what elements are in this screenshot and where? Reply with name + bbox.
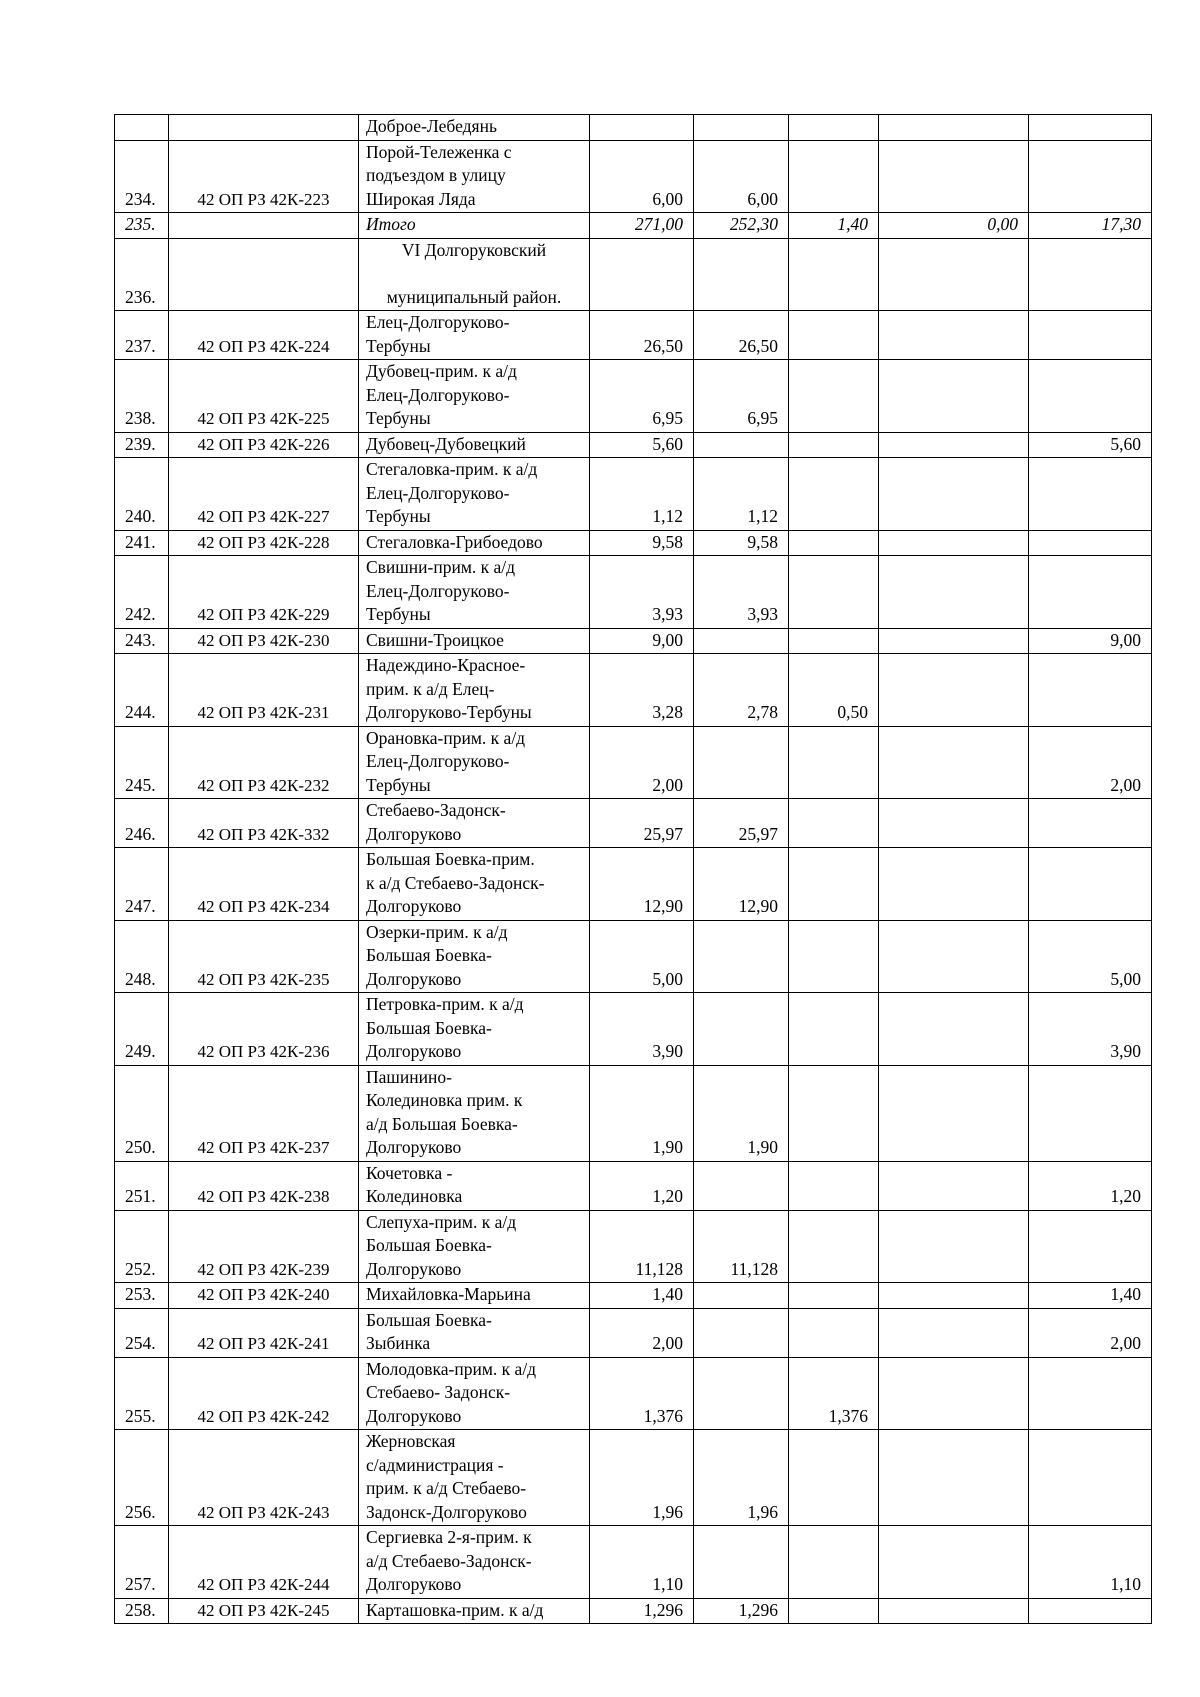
table-row — [115, 993, 1152, 1066]
length-col6-cell: 1,40 — [789, 213, 879, 239]
table-row — [115, 726, 1152, 799]
road-name-cell: Жерновская с/администрация - прим. к а/д Стебаево- Задонск-Долгоруково — [359, 1430, 590, 1526]
road-name-cell: Надеждино-Красное- прим. к а/д Елец- Долгоруково-Тербуны — [359, 654, 590, 727]
length-col5-cell: 9,58 — [694, 530, 789, 556]
length-col5-cell — [694, 920, 789, 993]
table-row — [115, 432, 1152, 458]
row-number-cell: 252. — [115, 1210, 169, 1283]
road-code-cell: 42 ОП РЗ 42К-235 — [169, 920, 359, 993]
road-name-cell: Доброе-Лебедянь — [359, 115, 590, 141]
row-number-cell — [115, 115, 169, 141]
table-row — [115, 1283, 1152, 1309]
row-number-cell: 250. — [115, 1065, 169, 1161]
length-col6-cell — [789, 799, 879, 848]
length-col7-cell — [879, 848, 1029, 921]
table-row — [115, 799, 1152, 848]
row-number-cell: 236. — [115, 238, 169, 311]
row-number-cell: 248. — [115, 920, 169, 993]
road-name-cell: Петровка-прим. к а/д Большая Боевка- Долгоруково — [359, 993, 590, 1066]
table-row — [115, 115, 1152, 141]
length-col8-cell — [1029, 238, 1152, 311]
road-name-cell: Дубовец-Дубовецкий — [359, 432, 590, 458]
length-col8-cell: 1,10 — [1029, 1526, 1152, 1599]
length-col5-cell: 252,30 — [694, 213, 789, 239]
table-row — [115, 238, 1152, 311]
road-code-cell: 42 ОП РЗ 42К-234 — [169, 848, 359, 921]
length-col6-cell — [789, 993, 879, 1066]
length-col5-cell — [694, 993, 789, 1066]
length-col5-cell — [694, 432, 789, 458]
table-row — [115, 628, 1152, 654]
length-col7-cell — [879, 1161, 1029, 1210]
length-col7-cell — [879, 628, 1029, 654]
road-name-cell: Слепуха-прим. к а/д Большая Боевка- Долгоруково — [359, 1210, 590, 1283]
row-number-cell: 239. — [115, 432, 169, 458]
length-total-cell: 2,00 — [590, 1308, 694, 1357]
road-code-cell: 42 ОП РЗ 42К-237 — [169, 1065, 359, 1161]
road-code-cell: 42 ОП РЗ 42К-231 — [169, 654, 359, 727]
road-name-cell: Свишни-прим. к а/д Елец-Долгоруково- Тербуны — [359, 556, 590, 629]
road-code-cell: 42 ОП РЗ 42К-236 — [169, 993, 359, 1066]
length-col7-cell — [879, 1430, 1029, 1526]
length-col8-cell — [1029, 140, 1152, 213]
table-row — [115, 1430, 1152, 1526]
length-col7-cell — [879, 1357, 1029, 1430]
length-col5-cell — [694, 238, 789, 311]
road-code-cell: 42 ОП РЗ 42К-332 — [169, 799, 359, 848]
length-col8-cell: 2,00 — [1029, 1308, 1152, 1357]
length-total-cell: 1,12 — [590, 458, 694, 531]
road-name-cell: Молодовка-прим. к а/д Стебаево- Задонск- Долгоруково — [359, 1357, 590, 1430]
length-col8-cell — [1029, 1430, 1152, 1526]
row-number-cell: 241. — [115, 530, 169, 556]
table-row — [115, 1598, 1152, 1624]
length-col8-cell — [1029, 799, 1152, 848]
table-row — [115, 213, 1152, 239]
length-col7-cell — [879, 1210, 1029, 1283]
row-number-cell: 240. — [115, 458, 169, 531]
length-col6-cell — [789, 1283, 879, 1309]
length-col5-cell — [694, 115, 789, 141]
length-col5-cell — [694, 1526, 789, 1599]
length-total-cell: 6,95 — [590, 360, 694, 433]
length-col8-cell — [1029, 556, 1152, 629]
road-name-cell: Порой-Тележенка с подъездом в улицу Широкая Ляда — [359, 140, 590, 213]
road-code-cell: 42 ОП РЗ 42К-225 — [169, 360, 359, 433]
length-col8-cell: 9,00 — [1029, 628, 1152, 654]
row-number-cell: 251. — [115, 1161, 169, 1210]
road-code-cell: 42 ОП РЗ 42К-244 — [169, 1526, 359, 1599]
row-number-cell: 253. — [115, 1283, 169, 1309]
length-total-cell — [590, 238, 694, 311]
table-row — [115, 848, 1152, 921]
length-col5-cell: 3,93 — [694, 556, 789, 629]
length-col5-cell: 6,95 — [694, 360, 789, 433]
length-col5-cell — [694, 726, 789, 799]
length-col8-cell — [1029, 1598, 1152, 1624]
road-code-cell: 42 ОП РЗ 42К-243 — [169, 1430, 359, 1526]
row-number-cell: 234. — [115, 140, 169, 213]
length-col8-cell — [1029, 458, 1152, 531]
length-col8-cell — [1029, 654, 1152, 727]
road-name-cell: Дубовец-прим. к а/д Елец-Долгоруково- Тербуны — [359, 360, 590, 433]
road-code-cell: 42 ОП РЗ 42К-239 — [169, 1210, 359, 1283]
length-col7-cell — [879, 799, 1029, 848]
row-number-cell: 245. — [115, 726, 169, 799]
length-total-cell: 1,96 — [590, 1430, 694, 1526]
length-col6-cell — [789, 556, 879, 629]
length-col6-cell — [789, 848, 879, 921]
road-code-cell: 42 ОП РЗ 42К-228 — [169, 530, 359, 556]
length-col5-cell — [694, 1283, 789, 1309]
length-total-cell: 3,93 — [590, 556, 694, 629]
row-number-cell: 242. — [115, 556, 169, 629]
length-col6-cell — [789, 530, 879, 556]
length-total-cell: 1,376 — [590, 1357, 694, 1430]
length-col7-cell — [879, 726, 1029, 799]
length-col6-cell: 0,50 — [789, 654, 879, 727]
length-total-cell: 5,60 — [590, 432, 694, 458]
length-col8-cell — [1029, 1357, 1152, 1430]
road-code-cell: 42 ОП РЗ 42К-245 — [169, 1598, 359, 1624]
road-code-cell: 42 ОП РЗ 42К-238 — [169, 1161, 359, 1210]
length-col7-cell — [879, 140, 1029, 213]
length-col5-cell: 26,50 — [694, 311, 789, 360]
road-name-cell: Большая Боевка-прим. к а/д Стебаево-Задонск- Долгоруково — [359, 848, 590, 921]
table-row — [115, 1161, 1152, 1210]
length-col7-cell — [879, 920, 1029, 993]
length-total-cell: 11,128 — [590, 1210, 694, 1283]
length-total-cell: 3,28 — [590, 654, 694, 727]
table-row — [115, 1210, 1152, 1283]
length-col7-cell — [879, 1065, 1029, 1161]
length-col8-cell — [1029, 1065, 1152, 1161]
road-code-cell — [169, 238, 359, 311]
road-name-cell: Елец-Долгоруково- Тербуны — [359, 311, 590, 360]
road-name-cell: VI Долгоруковский муниципальный район. — [359, 238, 590, 311]
length-total-cell: 9,00 — [590, 628, 694, 654]
length-col6-cell — [789, 726, 879, 799]
length-total-cell: 5,00 — [590, 920, 694, 993]
road-name-cell: Свишни-Троицкое — [359, 628, 590, 654]
table-row — [115, 311, 1152, 360]
length-col6-cell — [789, 1598, 879, 1624]
length-col7-cell — [879, 360, 1029, 433]
length-col6-cell — [789, 1065, 879, 1161]
length-col6-cell — [789, 628, 879, 654]
road-name-cell: Стебаево-Задонск- Долгоруково — [359, 799, 590, 848]
length-col5-cell: 6,00 — [694, 140, 789, 213]
road-name-cell: Стегаловка-Грибоедово — [359, 530, 590, 556]
length-total-cell: 9,58 — [590, 530, 694, 556]
length-col5-cell: 1,90 — [694, 1065, 789, 1161]
row-number-cell: 254. — [115, 1308, 169, 1357]
row-number-cell: 258. — [115, 1598, 169, 1624]
length-col5-cell: 1,96 — [694, 1430, 789, 1526]
road-name-cell: Пашинино- Колединовка прим. к а/д Большая Боевка- Долгоруково — [359, 1065, 590, 1161]
table-row — [115, 530, 1152, 556]
length-col7-cell — [879, 458, 1029, 531]
length-col6-cell — [789, 458, 879, 531]
length-col7-cell — [879, 432, 1029, 458]
length-col7-cell — [879, 115, 1029, 141]
road-name-cell: Итого — [359, 213, 590, 239]
road-name-cell: Стегаловка-прим. к а/д Елец-Долгоруково- Тербуны — [359, 458, 590, 531]
road-code-cell: 42 ОП РЗ 42К-224 — [169, 311, 359, 360]
length-total-cell: 1,296 — [590, 1598, 694, 1624]
road-name-cell: Озерки-прим. к а/д Большая Боевка- Долгоруково — [359, 920, 590, 993]
length-col5-cell: 1,12 — [694, 458, 789, 531]
length-col6-cell — [789, 1526, 879, 1599]
row-number-cell: 256. — [115, 1430, 169, 1526]
length-col7-cell — [879, 1526, 1029, 1599]
length-col7-cell — [879, 1598, 1029, 1624]
length-total-cell: 25,97 — [590, 799, 694, 848]
row-number-cell: 249. — [115, 993, 169, 1066]
length-col6-cell — [789, 432, 879, 458]
length-col5-cell: 25,97 — [694, 799, 789, 848]
road-name-cell: Сергиевка 2-я-прим. к а/д Стебаево-Задонск- Долгоруково — [359, 1526, 590, 1599]
table-row — [115, 654, 1152, 727]
road-code-cell — [169, 115, 359, 141]
road-code-cell: 42 ОП РЗ 42К-229 — [169, 556, 359, 629]
length-total-cell: 1,90 — [590, 1065, 694, 1161]
length-col6-cell — [789, 360, 879, 433]
length-col7-cell — [879, 530, 1029, 556]
row-number-cell: 247. — [115, 848, 169, 921]
length-col8-cell: 1,40 — [1029, 1283, 1152, 1309]
road-register-sheet — [114, 114, 1152, 1624]
length-col5-cell: 12,90 — [694, 848, 789, 921]
length-col7-cell: 0,00 — [879, 213, 1029, 239]
table-row — [115, 556, 1152, 629]
length-total-cell: 3,90 — [590, 993, 694, 1066]
length-col7-cell — [879, 1308, 1029, 1357]
length-total-cell — [590, 115, 694, 141]
table-row — [115, 1065, 1152, 1161]
length-col5-cell — [694, 1161, 789, 1210]
length-total-cell: 6,00 — [590, 140, 694, 213]
road-name-cell: Карташовка-прим. к а/д — [359, 1598, 590, 1624]
length-total-cell: 26,50 — [590, 311, 694, 360]
road-code-cell: 42 ОП РЗ 42К-232 — [169, 726, 359, 799]
table-row — [115, 1526, 1152, 1599]
row-number-cell: 255. — [115, 1357, 169, 1430]
length-col7-cell — [879, 556, 1029, 629]
length-col5-cell — [694, 1357, 789, 1430]
road-code-cell: 42 ОП РЗ 42К-242 — [169, 1357, 359, 1430]
table-row — [115, 140, 1152, 213]
table-row — [115, 360, 1152, 433]
length-col8-cell: 1,20 — [1029, 1161, 1152, 1210]
length-col5-cell: 11,128 — [694, 1210, 789, 1283]
length-total-cell: 271,00 — [590, 213, 694, 239]
road-register-table — [114, 114, 1152, 1624]
length-col6-cell — [789, 140, 879, 213]
length-col5-cell: 1,296 — [694, 1598, 789, 1624]
length-col8-cell: 3,90 — [1029, 993, 1152, 1066]
road-code-cell: 42 ОП РЗ 42К-226 — [169, 432, 359, 458]
length-col6-cell — [789, 1430, 879, 1526]
length-col7-cell — [879, 311, 1029, 360]
length-col6-cell — [789, 1210, 879, 1283]
length-col6-cell: 1,376 — [789, 1357, 879, 1430]
length-col8-cell — [1029, 115, 1152, 141]
length-col7-cell — [879, 993, 1029, 1066]
length-col8-cell — [1029, 848, 1152, 921]
road-code-cell: 42 ОП РЗ 42К-241 — [169, 1308, 359, 1357]
table-row — [115, 458, 1152, 531]
length-total-cell: 12,90 — [590, 848, 694, 921]
length-total-cell: 2,00 — [590, 726, 694, 799]
row-number-cell: 244. — [115, 654, 169, 727]
table-row — [115, 1308, 1152, 1357]
length-col8-cell — [1029, 1210, 1152, 1283]
length-col6-cell — [789, 1161, 879, 1210]
road-name-cell: Кочетовка - Колединовка — [359, 1161, 590, 1210]
road-code-cell: 42 ОП РЗ 42К-223 — [169, 140, 359, 213]
length-col5-cell: 2,78 — [694, 654, 789, 727]
length-col8-cell: 2,00 — [1029, 726, 1152, 799]
length-col8-cell — [1029, 530, 1152, 556]
length-col6-cell — [789, 238, 879, 311]
table-row — [115, 1357, 1152, 1430]
road-name-cell: Орановка-прим. к а/д Елец-Долгоруково- Тербуны — [359, 726, 590, 799]
length-col7-cell — [879, 654, 1029, 727]
length-col8-cell: 5,60 — [1029, 432, 1152, 458]
row-number-cell: 243. — [115, 628, 169, 654]
length-col6-cell — [789, 115, 879, 141]
length-col8-cell: 5,00 — [1029, 920, 1152, 993]
length-total-cell: 1,40 — [590, 1283, 694, 1309]
length-col8-cell: 17,30 — [1029, 213, 1152, 239]
row-number-cell: 235. — [115, 213, 169, 239]
length-col8-cell — [1029, 311, 1152, 360]
length-col5-cell — [694, 1308, 789, 1357]
length-total-cell: 1,20 — [590, 1161, 694, 1210]
road-code-cell: 42 ОП РЗ 42К-227 — [169, 458, 359, 531]
length-col8-cell — [1029, 360, 1152, 433]
row-number-cell: 246. — [115, 799, 169, 848]
length-col5-cell — [694, 628, 789, 654]
length-col6-cell — [789, 1308, 879, 1357]
table-row — [115, 920, 1152, 993]
length-col6-cell — [789, 920, 879, 993]
road-name-cell: Михайловка-Марьина — [359, 1283, 590, 1309]
length-col7-cell — [879, 1283, 1029, 1309]
road-code-cell: 42 ОП РЗ 42К-230 — [169, 628, 359, 654]
road-code-cell: 42 ОП РЗ 42К-240 — [169, 1283, 359, 1309]
road-name-cell: Большая Боевка- Зыбинка — [359, 1308, 590, 1357]
row-number-cell: 257. — [115, 1526, 169, 1599]
length-total-cell: 1,10 — [590, 1526, 694, 1599]
road-code-cell — [169, 213, 359, 239]
length-col6-cell — [789, 311, 879, 360]
row-number-cell: 237. — [115, 311, 169, 360]
length-col7-cell — [879, 238, 1029, 311]
row-number-cell: 238. — [115, 360, 169, 433]
